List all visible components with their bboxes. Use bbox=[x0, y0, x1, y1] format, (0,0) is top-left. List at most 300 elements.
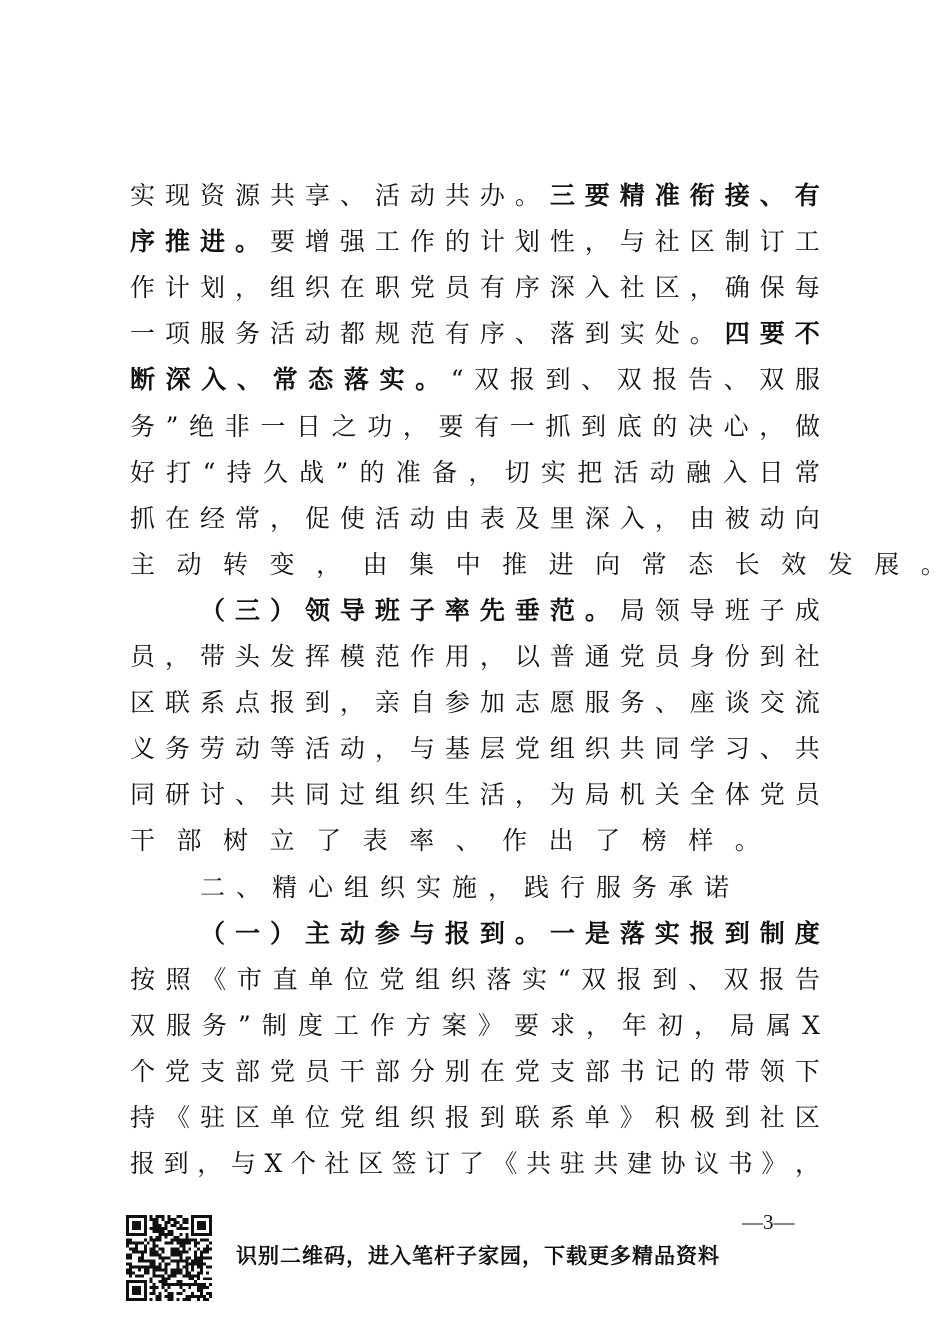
qr-module bbox=[209, 1295, 212, 1298]
qr-module bbox=[168, 1257, 171, 1260]
qr-module bbox=[135, 1242, 138, 1245]
qr-module bbox=[188, 1248, 191, 1251]
qr-module bbox=[135, 1248, 138, 1251]
qr-module bbox=[156, 1298, 159, 1301]
qr-module bbox=[159, 1239, 162, 1242]
qr-module bbox=[176, 1239, 179, 1242]
text-line: 个 党 支 部 党 员 干 部 分 别 在 党 支 部 书 记 的 带 领 下 bbox=[130, 1056, 820, 1086]
qr-module bbox=[150, 1292, 153, 1295]
qr-module bbox=[173, 1268, 176, 1271]
qr-module bbox=[156, 1245, 159, 1248]
qr-module bbox=[170, 1259, 173, 1262]
qr-module bbox=[162, 1280, 165, 1283]
qr-module bbox=[147, 1268, 150, 1271]
qr-module bbox=[170, 1251, 173, 1254]
qr-module bbox=[126, 1271, 129, 1274]
qr-module bbox=[170, 1230, 173, 1233]
qr-module bbox=[135, 1274, 138, 1277]
qr-module bbox=[150, 1215, 153, 1218]
qr-module bbox=[176, 1236, 179, 1239]
qr-module bbox=[153, 1227, 156, 1230]
qr-module bbox=[153, 1268, 156, 1271]
qr-module bbox=[191, 1239, 194, 1242]
qr-module bbox=[194, 1280, 197, 1283]
qr-module bbox=[197, 1283, 200, 1286]
text-line: 作 计 划 ， 组 织 在 职 党 员 有 序 深 入 社 区 ， 确 保 每 bbox=[130, 273, 820, 303]
page-number: —3— bbox=[742, 1210, 795, 1234]
qr-module bbox=[200, 1268, 203, 1271]
section-heading bbox=[200, 868, 740, 908]
qr-module bbox=[138, 1257, 141, 1260]
qr-module bbox=[182, 1245, 185, 1248]
qr-module bbox=[168, 1215, 171, 1218]
qr-module bbox=[159, 1236, 162, 1239]
qr-module bbox=[132, 1251, 135, 1254]
qr-module bbox=[153, 1259, 156, 1262]
qr-module bbox=[156, 1251, 159, 1254]
text-line: 持 《 驻 区 单 位 党 组 织 报 到 联 系 单 》 积 极 到 社 区 bbox=[130, 1103, 820, 1132]
qr-module bbox=[168, 1221, 171, 1224]
qr-module bbox=[200, 1257, 203, 1260]
qr-module bbox=[197, 1265, 200, 1268]
qr-module bbox=[132, 1242, 135, 1245]
qr-module bbox=[203, 1257, 206, 1260]
qr-module bbox=[194, 1245, 197, 1248]
qr-module bbox=[173, 1236, 176, 1239]
qr-module bbox=[176, 1292, 179, 1295]
qr-module bbox=[162, 1248, 165, 1251]
qr-module bbox=[197, 1248, 200, 1251]
qr-module bbox=[162, 1215, 165, 1218]
qr-module bbox=[129, 1262, 132, 1265]
qr-module bbox=[191, 1292, 194, 1295]
qr-module bbox=[173, 1218, 176, 1221]
qr-module bbox=[170, 1218, 173, 1221]
qr-module bbox=[182, 1227, 185, 1230]
qr-module bbox=[185, 1227, 188, 1230]
qr-module bbox=[203, 1248, 206, 1251]
qr-module bbox=[159, 1215, 162, 1218]
qr-module bbox=[170, 1292, 173, 1295]
qr-module bbox=[165, 1221, 168, 1224]
qr-module bbox=[132, 1248, 135, 1251]
qr-module bbox=[138, 1268, 141, 1271]
qr-module bbox=[197, 1271, 200, 1274]
qr-module bbox=[170, 1233, 173, 1236]
qr-module bbox=[156, 1274, 159, 1277]
qr-module bbox=[162, 1227, 165, 1230]
qr-module bbox=[185, 1218, 188, 1221]
qr-module bbox=[165, 1295, 168, 1298]
qr-module bbox=[206, 1251, 209, 1254]
qr-module bbox=[147, 1242, 150, 1245]
section-heading-text: 二、精心组织实施，践行服务承诺 bbox=[200, 872, 741, 902]
qr-module bbox=[176, 1283, 179, 1286]
qr-module bbox=[182, 1251, 185, 1254]
qr-module bbox=[179, 1242, 182, 1245]
qr-module bbox=[197, 1262, 200, 1265]
qr-module bbox=[141, 1274, 144, 1277]
qr-module bbox=[165, 1233, 168, 1236]
qr-module bbox=[185, 1274, 188, 1277]
qr-module bbox=[153, 1239, 156, 1242]
qr-module bbox=[168, 1262, 171, 1265]
qr-module bbox=[188, 1286, 191, 1289]
qr-module bbox=[170, 1242, 173, 1245]
qr-module bbox=[179, 1254, 182, 1257]
qr-module bbox=[179, 1215, 182, 1218]
qr-module bbox=[185, 1268, 188, 1271]
qr-module bbox=[185, 1221, 188, 1224]
qr-module bbox=[153, 1251, 156, 1254]
qr-module bbox=[200, 1254, 203, 1257]
qr-module bbox=[191, 1295, 194, 1298]
qr-module bbox=[179, 1292, 182, 1295]
qr-module bbox=[200, 1286, 203, 1289]
qr-module bbox=[176, 1248, 179, 1251]
qr-module bbox=[147, 1271, 150, 1274]
qr-module bbox=[191, 1259, 194, 1262]
qr-module bbox=[141, 1251, 144, 1254]
qr-module bbox=[203, 1262, 206, 1265]
qr-module bbox=[144, 1239, 147, 1242]
qr-module bbox=[138, 1251, 141, 1254]
qr-module bbox=[170, 1271, 173, 1274]
qr-module bbox=[170, 1274, 173, 1277]
qr-module bbox=[194, 1283, 197, 1286]
qr-module bbox=[144, 1271, 147, 1274]
qr-module bbox=[165, 1271, 168, 1274]
qr-module bbox=[200, 1251, 203, 1254]
qr-module bbox=[159, 1254, 162, 1257]
qr-module bbox=[162, 1251, 165, 1254]
qr-module bbox=[156, 1236, 159, 1239]
qr-module bbox=[165, 1257, 168, 1260]
qr-module bbox=[185, 1257, 188, 1260]
qr-module bbox=[176, 1265, 179, 1268]
qr-module bbox=[156, 1218, 159, 1221]
qr-module bbox=[168, 1277, 171, 1280]
qr-module bbox=[153, 1254, 156, 1257]
qr-module bbox=[144, 1251, 147, 1254]
qr-code-icon bbox=[126, 1215, 212, 1301]
qr-module bbox=[153, 1289, 156, 1292]
qr-module bbox=[170, 1239, 173, 1242]
qr-module bbox=[182, 1248, 185, 1251]
qr-module bbox=[162, 1257, 165, 1260]
text-line: （ 一 ） 主 动 参 与 报 到 。 一 是 落 实 报 到 制 度 bbox=[200, 918, 820, 948]
qr-module bbox=[147, 1265, 150, 1268]
qr-module bbox=[129, 1242, 132, 1245]
qr-module bbox=[165, 1265, 168, 1268]
qr-module bbox=[153, 1265, 156, 1268]
qr-module bbox=[188, 1257, 191, 1260]
qr-module bbox=[197, 1289, 200, 1292]
text-line: 序 推 进 。 要 增 强 工 作 的 计 划 性 ， 与 社 区 制 订 工 bbox=[130, 227, 820, 257]
qr-module bbox=[147, 1259, 150, 1262]
qr-module bbox=[185, 1283, 188, 1286]
qr-module bbox=[162, 1274, 165, 1277]
qr-module bbox=[165, 1268, 168, 1271]
qr-module bbox=[209, 1283, 212, 1286]
qr-module bbox=[176, 1251, 179, 1254]
text-line: 双 服 务 ” 制 度 工 作 方 案 》 要 求 ， 年 初 ， 局 属 X bbox=[130, 1010, 820, 1040]
qr-module bbox=[156, 1268, 159, 1271]
qr-module bbox=[126, 1239, 129, 1242]
qr-module bbox=[200, 1283, 203, 1286]
qr-module bbox=[129, 1268, 132, 1271]
qr-module bbox=[194, 1242, 197, 1245]
qr-module bbox=[150, 1239, 153, 1242]
qr-module bbox=[194, 1259, 197, 1262]
qr-module bbox=[185, 1298, 188, 1301]
qr-module bbox=[162, 1286, 165, 1289]
text-line: （ 三 ） 领 导 班 子 率 先 垂 范 。 局 领 导 班 子 成 bbox=[200, 595, 820, 625]
qr-module bbox=[153, 1248, 156, 1251]
text-line: 按 照 《 市 直 单 位 党 组 织 落 实 “ 双 报 到 、 双 报 告 bbox=[130, 964, 820, 994]
qr-module bbox=[197, 1298, 200, 1301]
qr-module bbox=[144, 1268, 147, 1271]
qr-module bbox=[132, 1271, 135, 1274]
qr-module bbox=[138, 1274, 141, 1277]
qr-module bbox=[176, 1215, 179, 1218]
qr-module bbox=[206, 1271, 209, 1274]
qr-module bbox=[206, 1248, 209, 1251]
qr-module bbox=[159, 1262, 162, 1265]
qr-module bbox=[194, 1239, 197, 1242]
qr-module bbox=[203, 1286, 206, 1289]
qr-module bbox=[150, 1254, 153, 1257]
qr-module bbox=[179, 1257, 182, 1260]
qr-module bbox=[162, 1277, 165, 1280]
qr-module bbox=[135, 1245, 138, 1248]
qr-module bbox=[129, 1239, 132, 1242]
qr-module bbox=[182, 1242, 185, 1245]
qr-module bbox=[176, 1298, 179, 1301]
qr-module bbox=[200, 1239, 203, 1242]
qr-module bbox=[173, 1251, 176, 1254]
qr-module bbox=[165, 1277, 168, 1280]
qr-module bbox=[179, 1251, 182, 1254]
qr-module bbox=[206, 1265, 209, 1268]
qr-module bbox=[170, 1254, 173, 1257]
qr-module bbox=[209, 1277, 212, 1280]
qr-module bbox=[176, 1227, 179, 1230]
qr-module bbox=[176, 1262, 179, 1265]
qr-module bbox=[168, 1298, 171, 1301]
qr-module bbox=[150, 1227, 153, 1230]
qr-module bbox=[156, 1215, 159, 1218]
qr-module bbox=[176, 1242, 179, 1245]
qr-module bbox=[185, 1233, 188, 1236]
qr-module bbox=[206, 1277, 209, 1280]
qr-module bbox=[165, 1280, 168, 1283]
qr-module bbox=[191, 1283, 194, 1286]
qr-module bbox=[162, 1218, 165, 1221]
qr-module bbox=[197, 1295, 200, 1298]
qr-module bbox=[185, 1239, 188, 1242]
qr-module bbox=[159, 1274, 162, 1277]
qr-module bbox=[173, 1224, 176, 1227]
qr-module bbox=[159, 1233, 162, 1236]
qr-module bbox=[203, 1295, 206, 1298]
qr-module bbox=[159, 1230, 162, 1233]
qr-module bbox=[206, 1245, 209, 1248]
qr-module bbox=[159, 1227, 162, 1230]
qr-module bbox=[170, 1268, 173, 1271]
qr-module bbox=[200, 1265, 203, 1268]
qr-module bbox=[150, 1277, 153, 1280]
qr-module bbox=[176, 1271, 179, 1274]
qr-module bbox=[129, 1265, 132, 1268]
qr-module bbox=[153, 1245, 156, 1248]
qr-module bbox=[126, 1262, 129, 1265]
qr-module bbox=[138, 1259, 141, 1262]
qr-module bbox=[135, 1265, 138, 1268]
text-line: 断 深 入 、 常 态 落 实 。 “ 双 报 到 、 双 报 告 、 双 服 bbox=[130, 365, 820, 395]
qr-module bbox=[173, 1239, 176, 1242]
qr-module bbox=[197, 1257, 200, 1260]
qr-module bbox=[162, 1259, 165, 1262]
qr-module bbox=[153, 1242, 156, 1245]
qr-module bbox=[188, 1277, 191, 1280]
qr-module bbox=[203, 1277, 206, 1280]
qr-module bbox=[179, 1245, 182, 1248]
qr-module bbox=[209, 1242, 212, 1245]
qr-module bbox=[126, 1245, 129, 1248]
qr-module bbox=[126, 1242, 129, 1245]
qr-module bbox=[173, 1271, 176, 1274]
qr-module bbox=[182, 1221, 185, 1224]
qr-module bbox=[153, 1292, 156, 1295]
qr-module bbox=[185, 1242, 188, 1245]
qr-module bbox=[182, 1265, 185, 1268]
qr-module bbox=[179, 1268, 182, 1271]
qr-module bbox=[150, 1280, 153, 1283]
qr-module bbox=[165, 1227, 168, 1230]
qr-module bbox=[126, 1254, 129, 1257]
qr-module bbox=[159, 1298, 162, 1301]
qr-module bbox=[159, 1268, 162, 1271]
qr-module bbox=[159, 1224, 162, 1227]
qr-module bbox=[168, 1286, 171, 1289]
qr-module bbox=[188, 1283, 191, 1286]
qr-module bbox=[156, 1254, 159, 1257]
qr-module bbox=[191, 1277, 194, 1280]
qr-module bbox=[176, 1268, 179, 1271]
qr-module bbox=[188, 1262, 191, 1265]
qr-module bbox=[156, 1227, 159, 1230]
qr-module bbox=[153, 1262, 156, 1265]
qr-module bbox=[150, 1248, 153, 1251]
qr-module bbox=[191, 1265, 194, 1268]
qr-module bbox=[153, 1230, 156, 1233]
text-line: 抓 在 经 常 ， 促 使 活 动 由 表 及 里 深 入 ， 由 被 动 向 bbox=[130, 503, 820, 533]
qr-module bbox=[185, 1265, 188, 1268]
qr-module bbox=[156, 1265, 159, 1268]
qr-module bbox=[168, 1230, 171, 1233]
qr-module bbox=[185, 1251, 188, 1254]
qr-module bbox=[188, 1271, 191, 1274]
qr-module bbox=[153, 1274, 156, 1277]
qr-module bbox=[176, 1221, 179, 1224]
qr-module bbox=[188, 1239, 191, 1242]
qr-module bbox=[200, 1292, 203, 1295]
qr-module bbox=[144, 1245, 147, 1248]
qr-module bbox=[144, 1248, 147, 1251]
text-line: 员 ， 带 头 发 挥 模 范 作 用 ， 以 普 通 党 员 身 份 到 社 bbox=[130, 642, 820, 671]
qr-module bbox=[150, 1236, 153, 1239]
qr-module bbox=[156, 1230, 159, 1233]
qr-module bbox=[194, 1262, 197, 1265]
qr-module bbox=[179, 1227, 182, 1230]
qr-module bbox=[203, 1251, 206, 1254]
qr-module bbox=[141, 1254, 144, 1257]
qr-module bbox=[194, 1251, 197, 1254]
qr-module bbox=[168, 1292, 171, 1295]
qr-module bbox=[159, 1257, 162, 1260]
qr-module bbox=[179, 1271, 182, 1274]
qr-module bbox=[182, 1298, 185, 1301]
qr-module bbox=[168, 1233, 171, 1236]
qr-module bbox=[191, 1268, 194, 1271]
qr-module bbox=[150, 1251, 153, 1254]
qr-module bbox=[182, 1239, 185, 1242]
qr-module bbox=[194, 1295, 197, 1298]
qr-module bbox=[200, 1295, 203, 1298]
qr-module bbox=[144, 1265, 147, 1268]
text-line: 务 ” 绝 非 一 日 之 功 ， 要 有 一 抓 到 底 的 决 心 ， 做 bbox=[130, 411, 820, 441]
qr-module bbox=[153, 1221, 156, 1224]
qr-module bbox=[185, 1259, 188, 1262]
qr-module bbox=[135, 1251, 138, 1254]
qr-module bbox=[150, 1265, 153, 1268]
qr-module bbox=[209, 1257, 212, 1260]
qr-module bbox=[159, 1248, 162, 1251]
qr-module bbox=[191, 1274, 194, 1277]
qr-module bbox=[188, 1242, 191, 1245]
qr-module bbox=[170, 1295, 173, 1298]
qr-module bbox=[179, 1224, 182, 1227]
qr-module bbox=[144, 1259, 147, 1262]
qr-module bbox=[176, 1254, 179, 1257]
qr-module bbox=[203, 1283, 206, 1286]
qr-module bbox=[159, 1292, 162, 1295]
qr-module bbox=[200, 1289, 203, 1292]
qr-module bbox=[129, 1254, 132, 1257]
qr-module bbox=[197, 1259, 200, 1262]
qr-module bbox=[141, 1257, 144, 1260]
qr-module bbox=[168, 1295, 171, 1298]
qr-module bbox=[194, 1254, 197, 1257]
qr-module bbox=[209, 1265, 212, 1268]
qr-module bbox=[200, 1259, 203, 1262]
qr-module bbox=[206, 1239, 209, 1242]
qr-module bbox=[173, 1274, 176, 1277]
qr-module bbox=[168, 1274, 171, 1277]
text-line: 义 务 劳 动 等 活 动 ， 与 基 层 党 组 织 共 同 学 习 、 共 bbox=[130, 734, 820, 764]
text-line: 一 项 服 务 活 动 都 规 范 有 序 、 落 到 实 处 。 四 要 不 bbox=[130, 319, 820, 349]
qr-module bbox=[176, 1280, 179, 1283]
qr-module bbox=[150, 1259, 153, 1262]
qr-module bbox=[159, 1295, 162, 1298]
qr-module bbox=[165, 1262, 168, 1265]
text-line: 报 到 ， 与 X 个 社 区 签 订 了 《 共 驻 共 建 协 议 书 》 ， bbox=[130, 1149, 820, 1179]
qr-module bbox=[173, 1259, 176, 1262]
qr-module bbox=[156, 1286, 159, 1289]
qr-module bbox=[156, 1239, 159, 1242]
qr-module bbox=[156, 1224, 159, 1227]
